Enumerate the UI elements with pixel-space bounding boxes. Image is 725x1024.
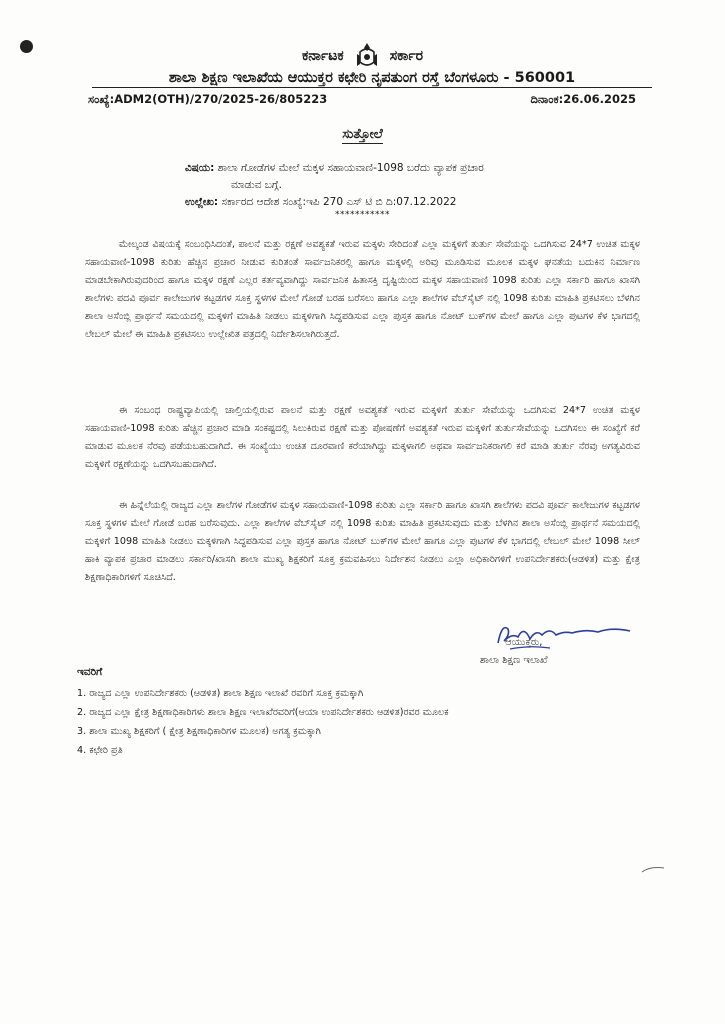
paragraph-1: ಮೇಲ್ಕಂಡ ವಿಷಯಕ್ಕೆ ಸಂಬಂಧಿಸಿದಂತೆ, ಪಾಲನೆ ಮತ್ತು ರಕ್ಷಣೆ ಅವಶ್ಯಕತೆ ಇರುವ ಮಕ್ಕಳು ಸೇರಿದಂತೆ ಎಲ್ಲಾ ಮಕ್ಕಳಿಗೆ ತುರ್ತು ಸೇವೆಯನ್ನು ಒದಗಿಸುವ 24*7 ಉಚಿತ ಮಕ್ಕಳ ಸಹಾಯವಾಣಿ-1098 ಕುರಿತು ಹೆಚ್ಚಿನ ಪ್ರಚಾರ ನೀಡುವ ಕುರಿತಂತೆ ಸಾರ್ವಜನಿಕರಲ್ಲಿ ಹಾಗೂ ಮಕ್ಕಳಲ್ಲಿ ಅರಿವು ಮೂಡಿಸುವ ಮೂಲಕ ಮಕ್ಕಳ ಘನತೆಯ ಬದುಕಿನ ನಿರ್ಮಾಣ ಮಾಡಬೇಕಾಗಿರುವುದರಿಂದ ಹಾಗೂ ಮಕ್ಕಳ ರಕ್ಷಣೆ ಎಲ್ಲರ ಕರ್ತವ್ಯವಾಗಿದ್ದು ಸಾರ್ವಜನಿಕ ಹಿತಾಸಕ್ತಿ ದೃಷ್ಟಿಯಿಂದ ಮಕ್ಕಳ ಸಹಾಯವಾಣಿ 1098 ಕುರಿತು ಎಲ್ಲಾ ಸರ್ಕಾರಿ ಹಾಗೂ ಖಾಸಗಿ ಶಾಲೆಗಳು ಪದವಿ ಪೂರ್ವ ಕಾಲೇಜುಗಳ ಕಟ್ಟಡಗಳ ಸೂಕ್ತ ಸ್ಥಳಗಳ ಮೇಲೆ ಗೋಡೆ ಬರಹ ಬರೆಸಲು ಹಾಗೂ ಎಲ್ಲಾ ಶಾಲೆಗಳ ವೆಬ್‌ಸೈಟ್ ನಲ್ಲಿ 1098 ಕುರಿತು ಮಾಹಿತಿ ಪ್ರಕಟಿಸಲು ಬೆಳಗಿನ ಶಾಲಾ ಅಸೆಂಬ್ಲಿ ಪ್ರಾರ್ಥನೆ ಸಮಯದಲ್ಲಿ ಮಕ್ಕಳಿಗೆ ಮಾಹಿತಿ ನೀಡಲು ಮಕ್ಕಳಿಗಾಗಿ ಸಿದ್ಧಪಡಿಸುವ ಎಲ್ಲಾ ಪುಸ್ತಕ ಹಾಗೂ ನೋಟ್ ಬುಕ್‌ಗಳ ಮೇಲೆ ಹಾಗೂ ಎಲ್ಲಾ ಪುಟಗಳ ಕೆಳ ಭಾಗದಲ್ಲಿ ಲೇಬಲ್ ಮೇಲೆ ಈ ಮಾಹಿತಿ ಪ್ರಕಟಿಸಲು ಉಲ್ಲೇಖಿತ ಪತ್ರದಲ್ಲಿ ನಿರ್ದೇಶಿಸಲಾಗಿರುತ್ತದೆ. (85, 239, 640, 340)
issue-date: ದಿನಾಂಕ:26.06.2025 (530, 92, 636, 106)
signatory-department: ಶಾಲಾ ಶಿಕ್ಷಣ ಇಲಾಖೆ (480, 655, 548, 666)
reference-number: ಸಂಖ್ಯೆ:ADM2(OTH)/270/2025-26/805223 (88, 92, 328, 106)
subject-block (185, 160, 615, 194)
reference-block (185, 196, 615, 209)
cc-item: 2. ರಾಜ್ಯದ ಎಲ್ಲಾ ಕ್ಷೇತ್ರ ಶಿಕ್ಷಣಾಧಿಕಾರಿಗಳು ಶಾಲಾ ಶಿಕ್ಷಣ ಇಲಾಖೆರವರಿಗೆ(ಆಯಾ ಉಪನಿರ್ದೇಶಕರು ಆಡಳಿತ)ರವರ ಮೂಲಕ (77, 707, 449, 718)
cc-item: 4. ಕಛೇರಿ ಪ್ರತಿ (77, 745, 123, 756)
subject-line-1: ಶಾಲಾ ಗೋಡೆಗಳ ಮೇಲೆ ಮಕ್ಕಳ ಸಹಾಯವಾಣಿ-1098 ಬರೆದು ವ್ಯಾಪಕ ಪ್ರಚಾರ (217, 162, 484, 174)
signatory-title: ಆಯುಕ್ತರು, (505, 637, 543, 648)
state-name-left: ಕರ್ನಾಟಕ (301, 48, 344, 64)
office-address: ಶಾಲಾ ಶಿಕ್ಷಣ ಇಲಾಖೆಯ ಆಯುಕ್ತರ ಕಛೇರಿ ನೃಪತುಂಗ ರಸ್ತೆ ಬೆಂಗಳೂರು - 560001 (92, 70, 652, 88)
karnataka-emblem-icon (354, 42, 380, 70)
paragraph-2: ಈ ಸಂಬಂಧ ರಾಷ್ಟ್ರವ್ಯಾಪಿಯಲ್ಲಿ ಚಾಲ್ತಿಯಲ್ಲಿರುವ ಪಾಲನೆ ಮತ್ತು ರಕ್ಷಣೆ ಅವಶ್ಯಕತೆ ಇರುವ ಮಕ್ಕಳಿಗೆ ತುರ್ತು ಸೇವೆಯನ್ನು ಒದಗಿಸುವ 24*7 ಉಚಿತ ಮಕ್ಕಳ ಸಹಾಯವಾಣಿ-1098 ಕುರಿತು ಹೆಚ್ಚಿನ ಪ್ರಚಾರ ಮಾಡಿ ಸಂಕಷ್ಟದಲ್ಲಿ ಸಿಲುಕಿರುವ ರಕ್ಷಣೆ ಮತ್ತು ಪೋಷಣೆಗೆ ಅವಶ್ಯಕತೆ ಇರುವ ಮಕ್ಕಳಿಗೆ ತುರ್ತುಸೇವೆಯನ್ನು ಒದಗಿಸಲು ಈ ಸಂಖ್ಯೆಗೆ ಕರೆ ಮಾಡುವ ಮೂಲಕ ನೆರವು ಪಡೆಯಬಹುದಾಗಿದೆ. ಈ ಸಂಖ್ಯೆಯು ಉಚಿತ ದೂರವಾಣಿ ಕರೆಯಾಗಿದ್ದು ಮಕ್ಕಳಾಗಲಿ ಅಥವಾ ಸಾರ್ವಜನಿಕರಾಗಲಿ ಕರೆ ಮಾಡಿ ತುರ್ತು ನೆರವು ಅಗತ್ಯವಿರುವ ಮಕ್ಕಳಿಗೆ ರಕ್ಷಣೆಯನ್ನು ಒದಗಿಸಬಹುದಾಗಿದೆ. (85, 405, 640, 470)
document-title (0, 127, 725, 142)
state-header (0, 42, 725, 70)
reference-row (88, 92, 636, 107)
paragraph-3: ಈ ಹಿನ್ನೆಲೆಯಲ್ಲಿ ರಾಜ್ಯದ ಎಲ್ಲಾ ಶಾಲೆಗಳ ಗೋಡೆಗಳ ಮಕ್ಕಳ ಸಹಾಯವಾಣಿ-1098 ಕುರಿತು ಎಲ್ಲಾ ಸರ್ಕಾರಿ ಹಾಗೂ ಖಾಸಗಿ ಶಾಲೆಗಳು ಪದವಿ ಪೂರ್ವ ಕಾಲೇಜುಗಳ ಕಟ್ಟಡಗಳ ಸೂಕ್ತ ಸ್ಥಳಗಳ ಮೇಲೆ ಗೋಡೆ ಬರಹ ಬರೆಸುವುದು. ಎಲ್ಲಾ ಶಾಲೆಗಳ ವೆಬ್‌ಸೈಟ್ ನಲ್ಲಿ 1098 ಕುರಿತು ಮಾಹಿತಿ ಪ್ರಕಟಿಸುವುದು ಮತ್ತು ಬೆಳಗಿನ ಶಾಲಾ ಅಸೆಂಬ್ಲಿ ಪ್ರಾರ್ಥನೆ ಸಮಯದಲ್ಲಿ ಮಕ್ಕಳಿಗೆ 1098 ಮಾಹಿತಿ ನೀಡಲು ಮಕ್ಕಳಿಗಾಗಿ ಸಿದ್ಧಪಡಿಸುವ ಎಲ್ಲಾ ಪುಸ್ತಕ ಹಾಗೂ ನೋಟ್ ಬುಕ್‌ಗಳ ಮೇಲೆ ಹಾಗೂ ಎಲ್ಲಾ ಪುಟಗಳ ಕೆಳ ಭಾಗದಲ್ಲಿ ಲೇಬಲ್ ಮೇಲೆ 1098 ಸೀಲ್ ಹಾಕಿ ವ್ಯಾಪಕ ಪ್ರಚಾರ ಮಾಡಲು ಸರ್ಕಾರಿ/ಖಾಸಗಿ ಶಾಲಾ ಮುಖ್ಯ ಶಿಕ್ಷಕರಿಗೆ ಸೂಕ್ತ ಕ್ರಮವಹಿಸಲು ನಿರ್ದೇಶನ ನೀಡಲು ಎಲ್ಲಾ ಅಧಿಕಾರಿಗಳಿಗೆ ಉಪನಿರ್ದೇಶಕರು(ಆಡಳಿತ) ಮತ್ತು ಕ್ಷೇತ್ರ ಶಿಕ್ಷಣಾಧಿಕಾರಿಗಳಿಗೆ ಸೂಚಿಸಿದೆ. (85, 500, 640, 583)
reference-text: ಸರ್ಕಾರದ ಆದೇಶ ಸಂಖ್ಯೆ:ಇಪಿ 270 ಎಸ್ ಟಿ ಬಿ ದಿ:07.12.2022 (221, 196, 457, 208)
cc-item: 3. ಶಾಲಾ ಮುಖ್ಯ ಶಿಕ್ಷಕರಿಗೆ ( ಕ್ಷೇತ್ರ ಶಿಕ್ಷಣಾಧಿಕಾರಿಗಳ ಮೂಲಕ) ಅಗತ್ಯ ಕ್ರಮಕ್ಕಾಗಿ (77, 726, 321, 737)
cc-list (77, 684, 677, 760)
cc-item: 1. ರಾಜ್ಯದ ಎಲ್ಲಾ ಉಪನಿರ್ದೇಶಕರು (ಆಡಳಿತ) ಶಾಲಾ ಶಿಕ್ಷಣ ಇಲಾಖೆ ರವರಿಗೆ ಸೂಕ್ತ ಕ್ರಮಕ್ಕಾಗಿ (77, 688, 364, 699)
stray-pen-mark (640, 862, 666, 876)
subject-label: ವಿಷಯ: (185, 162, 215, 174)
signature-block (470, 615, 650, 685)
separator: *********** (335, 210, 390, 220)
reference-label: ಉಲ್ಲೇಖ: (185, 196, 219, 208)
cc-heading: ಇವರಿಗೆ (77, 666, 103, 678)
document-title-text: ಸುತ್ತೋಲೆ (342, 127, 383, 142)
handwritten-signature (490, 615, 640, 655)
state-name-right: ಸರ್ಕಾರ (389, 48, 424, 64)
subject-line-2: ಮಾಡುವ ಬಗ್ಗೆ. (231, 179, 282, 191)
